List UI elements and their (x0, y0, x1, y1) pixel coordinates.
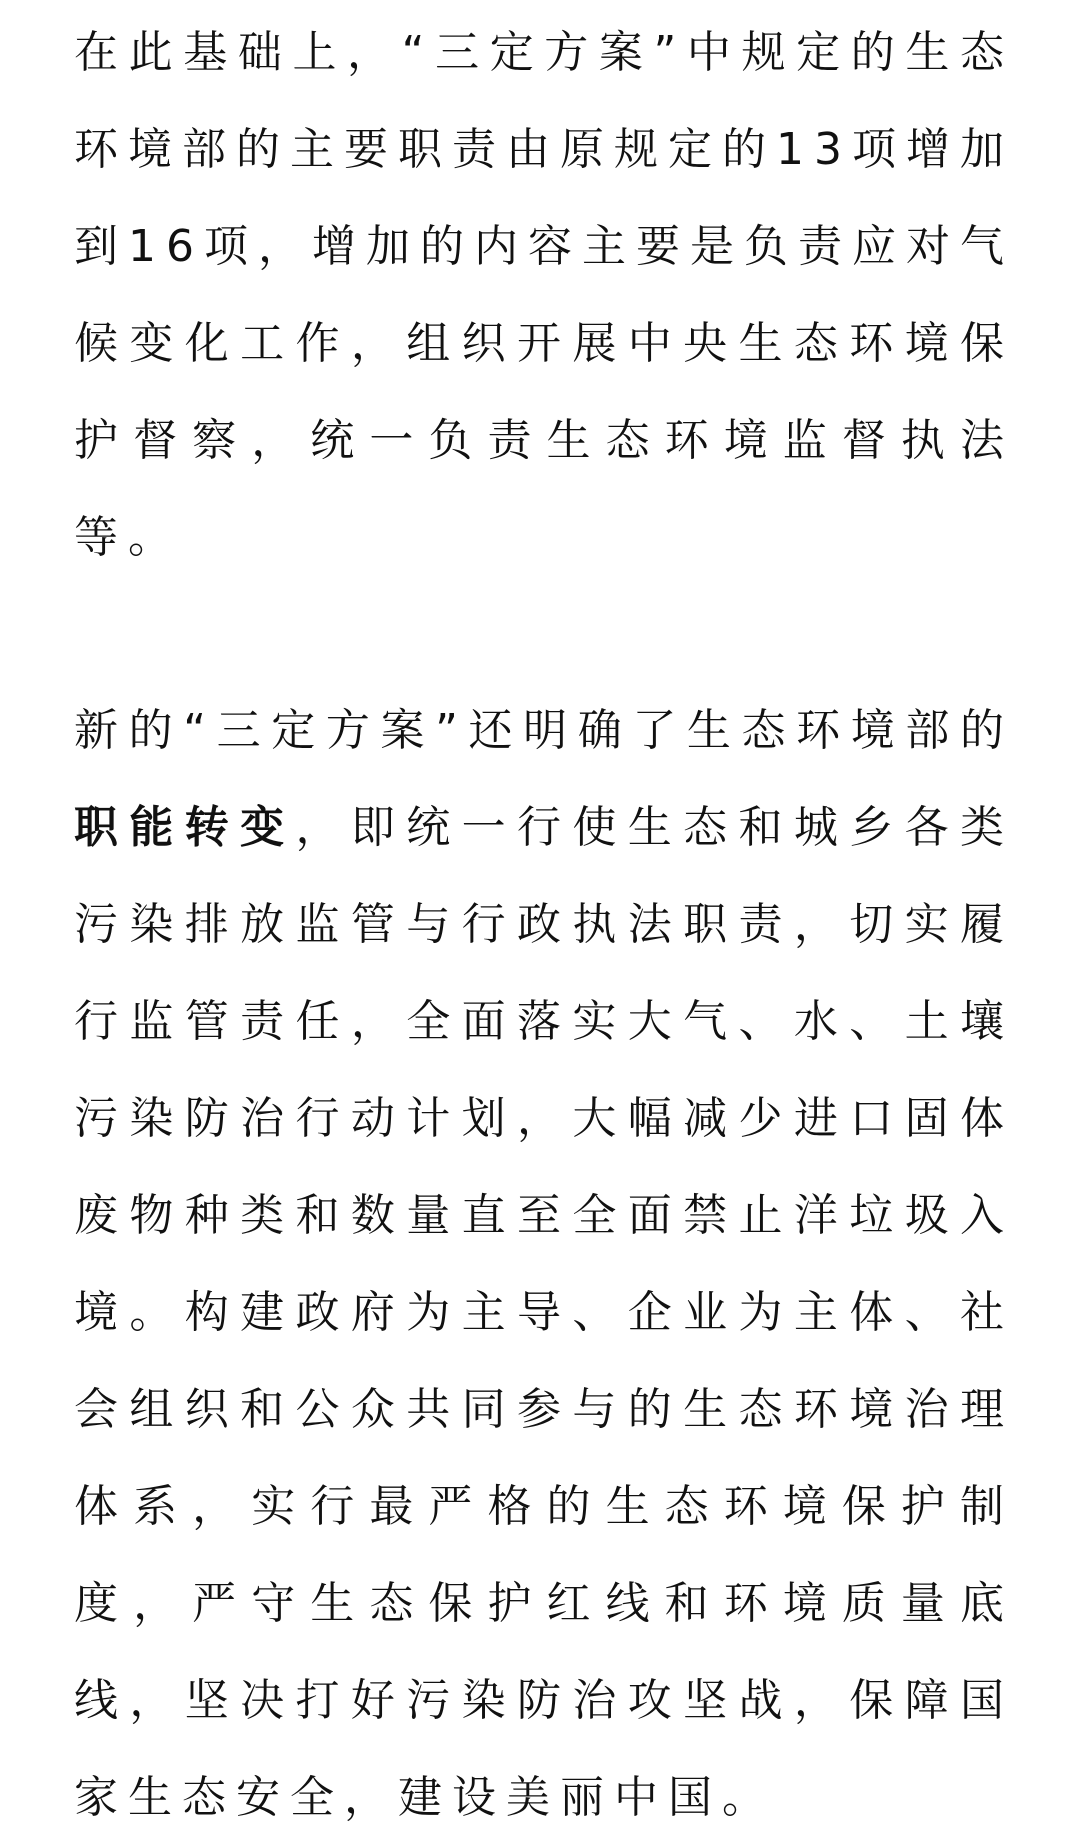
article-body (74, 4, 1014, 1846)
paragraph-2 (74, 682, 1014, 1846)
paragraph-2-lead: 新的“三定方案”还明确了生态环境部的 (74, 705, 1014, 756)
paragraph-2-rest: ，即统一行使生态和城乡各类污染排放监管与行政执法职责，切实履行监管责任，全面落实大气、水、土壤污染防治行动计划，大幅减少进口固体废物种类和数量直至全面禁止洋垃圾入境。构建政府为主导、企业为主体、社会组织和公众共同参与的生态环境治理体系，实行最严格的生态环境保护制度，严守生态保护红线和环境质量底线，坚决打好污染防治攻坚战，保障国家生态安全，建设美丽中国。 (74, 802, 1014, 1823)
paragraph-1: 在此基础上，“三定方案”中规定的生态环境部的主要职责由原规定的13项增加到16项，增加的内容主要是负责应对气候变化工作，组织开展中央生态环境保护督察，统一负责生态环境监督执法等。 (74, 27, 1014, 563)
paragraph-2-emphasis: 职能转变 (74, 802, 296, 853)
